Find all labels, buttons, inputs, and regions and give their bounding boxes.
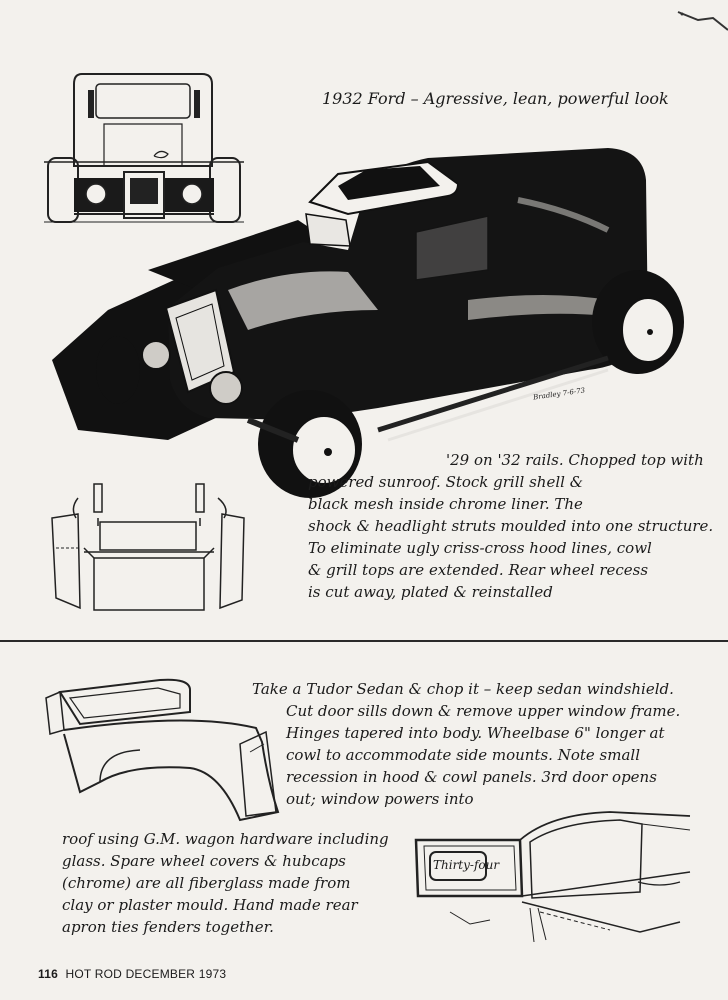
sedan-body-sketch: [40, 672, 280, 822]
chassis-line-2: powered sunroof. Stock grill shell &: [308, 473, 584, 491]
chassis-line-3: black mesh inside chrome liner. The: [308, 495, 583, 513]
third-door-sketch: [410, 812, 690, 948]
sedan-description: [252, 678, 680, 810]
chassis-description: [300, 449, 713, 603]
artist-signature: Bradley 7-6-73: [532, 386, 586, 402]
thirty-four-emblem: Thirty-four: [433, 858, 500, 872]
roof-line-5: apron ties fenders together.: [62, 918, 274, 936]
roof-line-4: clay or plaster mould. Hand made rear: [62, 896, 358, 914]
chassis-line-1: '29 on '32 rails. Chopped top with: [446, 451, 704, 469]
chassis-line-6: & grill tops are extended. Rear wheel recess: [308, 561, 649, 579]
caption-1932-ford: 1932 Ford – Agressive, lean, powerful look: [322, 89, 669, 108]
page-number: 116: [38, 967, 58, 981]
roof-line-2: glass. Spare wheel covers & hubcaps: [62, 852, 346, 870]
chassis-line-5: To eliminate ugly criss-cross hood lines, cowl: [308, 539, 652, 557]
section-divider: [0, 640, 728, 642]
hood-panel-diagram: [48, 478, 252, 614]
roof-line-3: (chrome) are all fiberglass made from: [62, 874, 351, 892]
page-corner-wear: [668, 0, 728, 40]
sedan-line-1: Take a Tudor Sedan & chop it – keep sedan windshield.: [252, 680, 674, 698]
roof-line-1: roof using G.M. wagon hardware including: [62, 830, 389, 848]
chassis-line-4: shock & headlight struts moulded into one structure.: [308, 517, 714, 535]
sedan-line-2: Cut door sills down & remove upper window frame.: [286, 702, 681, 720]
page-footer: [38, 967, 226, 981]
magazine-issue: HOT ROD DECEMBER 1973: [65, 967, 227, 981]
sedan-line-3: Hinges tapered into body. Wheelbase 6" longer at: [286, 724, 665, 742]
sedan-line-6: out; window powers into: [286, 790, 474, 808]
sedan-line-4: cowl to accommodate side mounts. Note small: [286, 746, 641, 764]
sedan-line-5: recession in hood & cowl panels. 3rd door opens: [286, 768, 657, 786]
chassis-line-7: is cut away, plated & reinstalled: [308, 583, 553, 601]
roof-description: [62, 828, 389, 938]
